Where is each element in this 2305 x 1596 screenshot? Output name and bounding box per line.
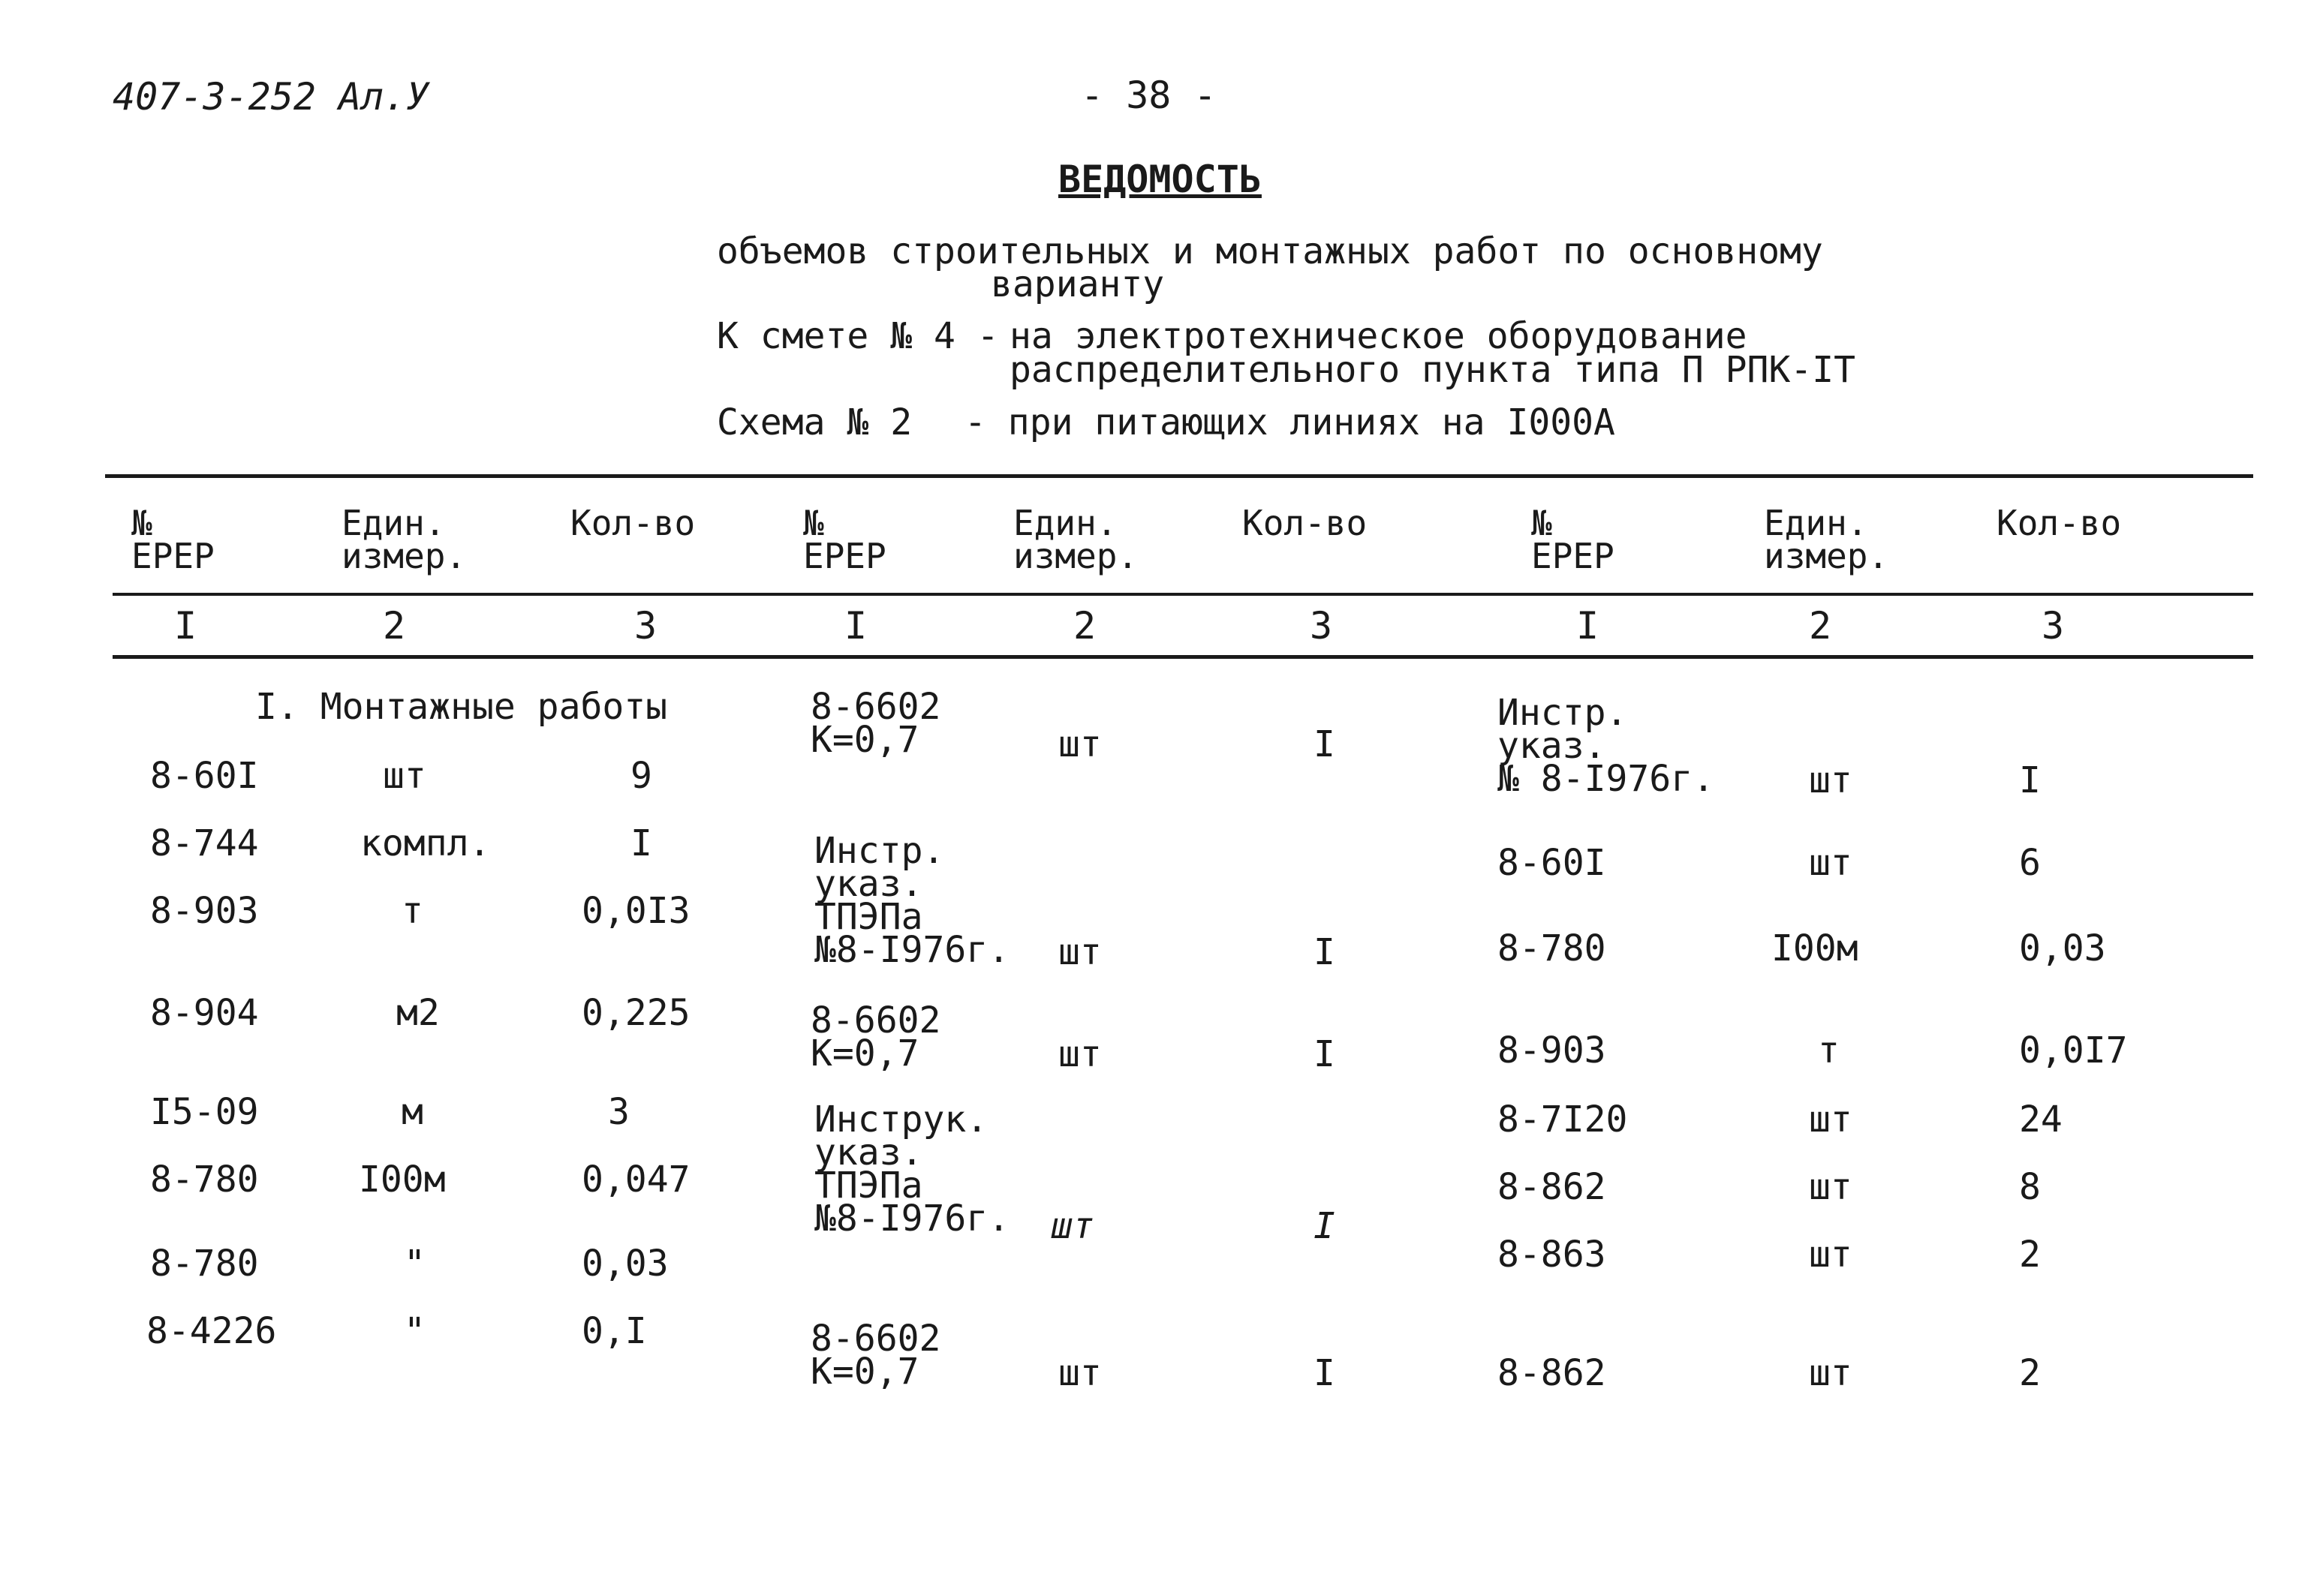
table-cell-erer: 8-904 xyxy=(150,992,259,1034)
col-header-erer-1: № ЕРЕР xyxy=(131,503,215,576)
table-cell-erer: 8-903 xyxy=(150,890,259,932)
table-cell-erer: Инструк. указ. ТПЭПа №8-I976г. xyxy=(814,1099,1010,1240)
table-cell-qty: 24 xyxy=(2019,1099,2063,1141)
table-cell-erer: 8-6602 К=0,7 xyxy=(811,686,941,761)
table-cell-qty: 0,0I3 xyxy=(582,890,691,932)
col-number: 3 xyxy=(634,604,657,648)
table-cell-erer: 8-780 xyxy=(150,1159,259,1201)
table-cell-unit: шт xyxy=(1809,1352,1852,1394)
table-cell-erer: 8-780 xyxy=(150,1243,259,1285)
table-cell-qty: 0,0I7 xyxy=(2019,1029,2128,1072)
col-header-unit-1: Един. измер. xyxy=(342,503,467,576)
table-cell-erer: 8-4226 xyxy=(146,1310,277,1352)
col-header-erer-3: № ЕРЕР xyxy=(1531,503,1614,576)
table-cell-erer: 8-60I xyxy=(150,755,259,797)
table-cell-unit: шт xyxy=(1809,1166,1852,1208)
table-cell-unit: шт xyxy=(1809,842,1852,884)
table-cell-unit: м2 xyxy=(396,992,440,1034)
table-cell-qty: I xyxy=(1313,1033,1335,1075)
table-cell-unit: шт xyxy=(1809,1099,1852,1141)
col-number: I xyxy=(1576,604,1599,648)
schema-text: - при питающих линиях на I000А xyxy=(964,401,1615,443)
col-header-erer-2: № ЕРЕР xyxy=(803,503,886,576)
table-cell-qty: 9 xyxy=(630,755,652,797)
smeta-text-line1: на электротехническое оборудование xyxy=(1010,315,1747,357)
table-cell-erer: Инстр. указ. № 8-I976г. xyxy=(1497,692,1714,800)
table-cell-erer: 8-862 xyxy=(1497,1352,1606,1394)
table-cell-erer: 8-744 xyxy=(150,822,259,864)
table-cell-unit: т xyxy=(1818,1029,1840,1072)
table-cell-erer: 8-903 xyxy=(1497,1029,1606,1072)
table-cell-qty: 0,225 xyxy=(582,992,691,1034)
page-number: - 38 - xyxy=(1081,74,1217,117)
table-cell-qty: 2 xyxy=(2019,1234,2041,1276)
col-header-qty-1: Кол-во xyxy=(570,503,696,543)
table-cell-erer: 8-6602 К=0,7 xyxy=(811,1318,941,1393)
table-cell-qty: 2 xyxy=(2019,1352,2041,1394)
table-cell-erer: Инстр. указ. ТПЭПа №8-I976г. xyxy=(814,830,1010,971)
subtitle-line2: варианту xyxy=(991,263,1165,305)
document-title: ВЕДОМОСТЬ xyxy=(1058,158,1262,201)
table-cell-erer: 8-863 xyxy=(1497,1234,1606,1276)
table-cell-qty: I xyxy=(2019,759,2041,801)
col-header-unit-2: Един. измер. xyxy=(1013,503,1139,576)
table-cell-unit: " xyxy=(404,1243,426,1285)
table-cell-qty: I xyxy=(1313,1205,1335,1247)
col-header-unit-3: Един. измер. xyxy=(1764,503,1889,576)
header-divider-rule xyxy=(113,593,2253,596)
table-cell-unit: шт xyxy=(1058,1033,1102,1075)
table-cell-unit: шт xyxy=(1809,1234,1852,1276)
col-number: 3 xyxy=(2042,604,2065,648)
schema-label: Схема № 2 xyxy=(717,401,913,443)
table-top-rule xyxy=(105,474,2253,478)
table-cell-unit: шт xyxy=(1809,759,1852,801)
table-cell-qty: I xyxy=(1313,723,1335,765)
table-cell-qty: 6 xyxy=(2019,842,2041,884)
table-cell-unit: шт xyxy=(1058,931,1102,973)
table-cell-unit: м xyxy=(402,1091,423,1133)
col-header-qty-2: Кол-во xyxy=(1242,503,1368,543)
col-number: I xyxy=(844,604,868,648)
document-code: 407-3-252 Ал.У xyxy=(113,75,429,119)
col-number: I xyxy=(174,604,197,648)
table-cell-unit: компл. xyxy=(360,822,491,864)
table-cell-qty: I xyxy=(1313,1352,1335,1394)
table-cell-unit: шт xyxy=(383,755,426,797)
table-cell-qty: 0,03 xyxy=(582,1243,669,1285)
table-cell-erer: I5-09 xyxy=(150,1091,259,1133)
col-number: 2 xyxy=(383,604,406,648)
table-cell-erer: 8-7I20 xyxy=(1497,1099,1628,1141)
section-title: I. Монтажные работы xyxy=(255,686,668,728)
col-number: 2 xyxy=(1809,604,1832,648)
table-cell-unit: I00м xyxy=(359,1159,446,1201)
table-cell-unit: I00м xyxy=(1771,927,1858,969)
table-cell-qty: 3 xyxy=(608,1091,630,1133)
table-cell-unit: шт xyxy=(1051,1205,1094,1247)
table-cell-qty: 0,03 xyxy=(2019,927,2106,969)
table-cell-erer: 8-780 xyxy=(1497,927,1606,969)
smeta-text-line2: распределительного пункта типа П РПК-IТ xyxy=(1010,349,1856,391)
table-cell-qty: I xyxy=(630,822,652,864)
table-cell-unit: шт xyxy=(1058,723,1102,765)
table-cell-unit: " xyxy=(404,1310,426,1352)
col-number: 2 xyxy=(1073,604,1097,648)
table-cell-erer: 8-60I xyxy=(1497,842,1606,884)
table-cell-erer: 8-6602 К=0,7 xyxy=(811,999,941,1075)
smeta-label: К смете № 4 - xyxy=(717,315,999,357)
table-cell-unit: т xyxy=(402,890,423,932)
table-cell-unit: шт xyxy=(1058,1352,1102,1394)
col-number-rule xyxy=(113,655,2253,659)
table-cell-qty: 8 xyxy=(2019,1166,2041,1208)
table-cell-qty: 0,I xyxy=(582,1310,647,1352)
col-header-qty-3: Кол-во xyxy=(1997,503,2122,543)
table-cell-qty: 0,047 xyxy=(582,1159,691,1201)
table-cell-erer: 8-862 xyxy=(1497,1166,1606,1208)
col-number: 3 xyxy=(1310,604,1333,648)
table-cell-qty: I xyxy=(1313,931,1335,973)
subtitle-line1: объемов строительных и монтажных работ по основному xyxy=(717,230,1823,272)
